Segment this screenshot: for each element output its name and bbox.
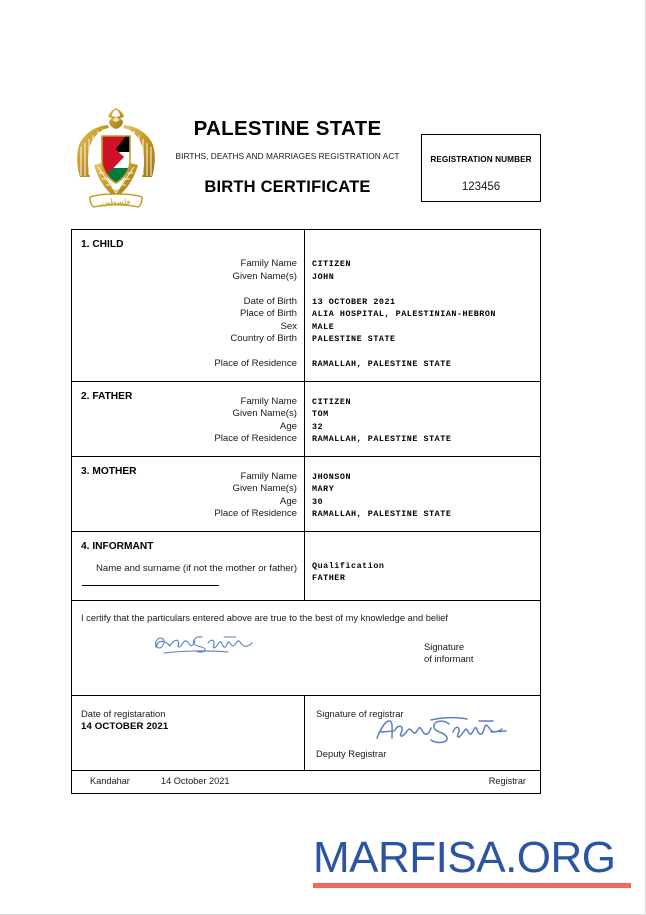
section-title-informant: 4. INFORMANT <box>81 540 154 552</box>
informant-name-input[interactable] <box>82 585 219 586</box>
registration-number-value: 123456 <box>461 181 501 193</box>
label-mother-place-of-residence: Place of Residence <box>214 508 297 519</box>
value-child-sex: MALE <box>312 321 335 332</box>
label-child-place-of-birth: Place of Birth <box>239 308 297 319</box>
value-child-given-names: JOHN <box>312 271 335 282</box>
registration-date-column <box>72 696 304 770</box>
informant-qualification-column <box>304 532 540 600</box>
label-father-age: Age <box>279 420 297 432</box>
value-mother-place-of-residence: RAMALLAH, PALESTINE STATE <box>312 509 452 519</box>
child-labels-column <box>72 230 304 381</box>
informant-signature-caption-line2: of informant <box>424 653 474 664</box>
section-registration <box>72 696 540 771</box>
informant-signature <box>150 627 270 661</box>
certificate-header <box>0 100 646 218</box>
label-informant-qualification: Qualification <box>312 560 385 571</box>
value-child-place-of-birth: ALIA HOSPITAL, PALESTINIAN-HEBRON <box>312 309 497 319</box>
value-child-family-name: CITIZEN <box>312 259 352 269</box>
registrar-signature <box>373 712 513 748</box>
registration-act-subtitle: BIRTHS, DEATHS AND MARRIAGES REGISTRATION ACT <box>175 150 400 161</box>
value-child-country-of-birth: PALESTINE STATE <box>312 334 396 344</box>
certificate-table <box>71 229 541 794</box>
label-mother-family-name: Family Name <box>240 470 297 482</box>
page-title: PALESTINE STATE <box>193 117 382 140</box>
value-father-place-of-residence: RAMALLAH, PALESTINE STATE <box>312 434 452 444</box>
informant-signature-caption-line1: Signature <box>424 640 465 652</box>
label-date-of-registration: Date of registaration <box>81 707 166 719</box>
value-mother-family-name: JHONSON <box>312 471 352 482</box>
registration-number-label: REGISTRATION NUMBER <box>430 155 532 164</box>
label-father-family-name: Family Name <box>240 395 297 407</box>
value-mother-age: 30 <box>312 496 324 507</box>
label-informant-name: Name and surname (if not the mother or father) <box>96 562 298 574</box>
child-values-column <box>304 230 540 381</box>
label-child-sex: Sex <box>280 320 297 332</box>
value-mother-given-names: MARY <box>312 484 335 494</box>
value-date-of-registration: 14 OCTOBER 2021 <box>81 720 169 732</box>
section-title-mother: 3. MOTHER <box>81 465 137 477</box>
value-father-given-names: TOM <box>312 409 329 419</box>
label-child-country-of-birth: Country of Birth <box>230 333 297 344</box>
marfisa-watermark <box>313 833 638 888</box>
footer-registrar-label: Registrar <box>488 775 526 786</box>
informant-signature-caption <box>424 641 474 666</box>
label-father-place-of-residence: Place of Residence <box>214 433 297 444</box>
registrar-signature-column <box>304 696 540 770</box>
section-footer <box>72 771 540 793</box>
value-father-age: 32 <box>312 421 324 432</box>
father-labels-column <box>72 382 304 456</box>
mother-labels-column <box>72 457 304 531</box>
value-child-place-of-residence: RAMALLAH, PALESTINE STATE <box>312 359 452 369</box>
section-informant <box>72 532 540 601</box>
certification-statement: I certify that the particulars entered above are true to the best of my knowledge and belief <box>81 612 448 623</box>
section-title-father: 2. FATHER <box>81 390 133 402</box>
title-block <box>165 118 410 197</box>
label-father-given-names: Given Name(s) <box>232 408 297 419</box>
footer-date: 14 October 2021 <box>161 775 230 786</box>
value-child-date-of-birth: 13 OCTOBER 2021 <box>312 296 396 307</box>
value-father-family-name: CITIZEN <box>312 396 352 407</box>
watermark-underline <box>313 883 631 888</box>
registration-number-box <box>421 134 541 202</box>
label-signature-of-registrar: Signature of registrar <box>316 707 404 719</box>
father-values-column <box>304 382 540 456</box>
value-informant-qualification: FATHER <box>312 573 346 583</box>
mother-values-column <box>304 457 540 531</box>
label-child-family-name: Family Name <box>240 258 297 269</box>
section-title-child: 1. CHILD <box>81 239 124 250</box>
section-certification <box>72 601 540 696</box>
footer-place: Kandahar <box>90 775 130 786</box>
label-child-given-names: Given Name(s) <box>232 270 297 282</box>
label-child-date-of-birth: Date of Birth <box>243 295 297 307</box>
label-deputy-registrar: Deputy Registrar <box>316 747 387 759</box>
label-mother-given-names: Given Name(s) <box>232 483 297 494</box>
label-mother-age: Age <box>279 495 297 507</box>
section-child <box>72 230 540 382</box>
section-father <box>72 382 540 457</box>
informant-name-column <box>72 532 304 600</box>
emblem-scroll-text: فلسطين <box>101 197 131 207</box>
label-child-place-of-residence: Place of Residence <box>214 358 297 369</box>
section-mother <box>72 457 540 532</box>
watermark-text: MARFISA.ORG <box>313 833 616 882</box>
document-type-title: BIRTH CERTIFICATE <box>204 177 371 196</box>
palestine-coat-of-arms-eagle-icon <box>68 105 164 215</box>
